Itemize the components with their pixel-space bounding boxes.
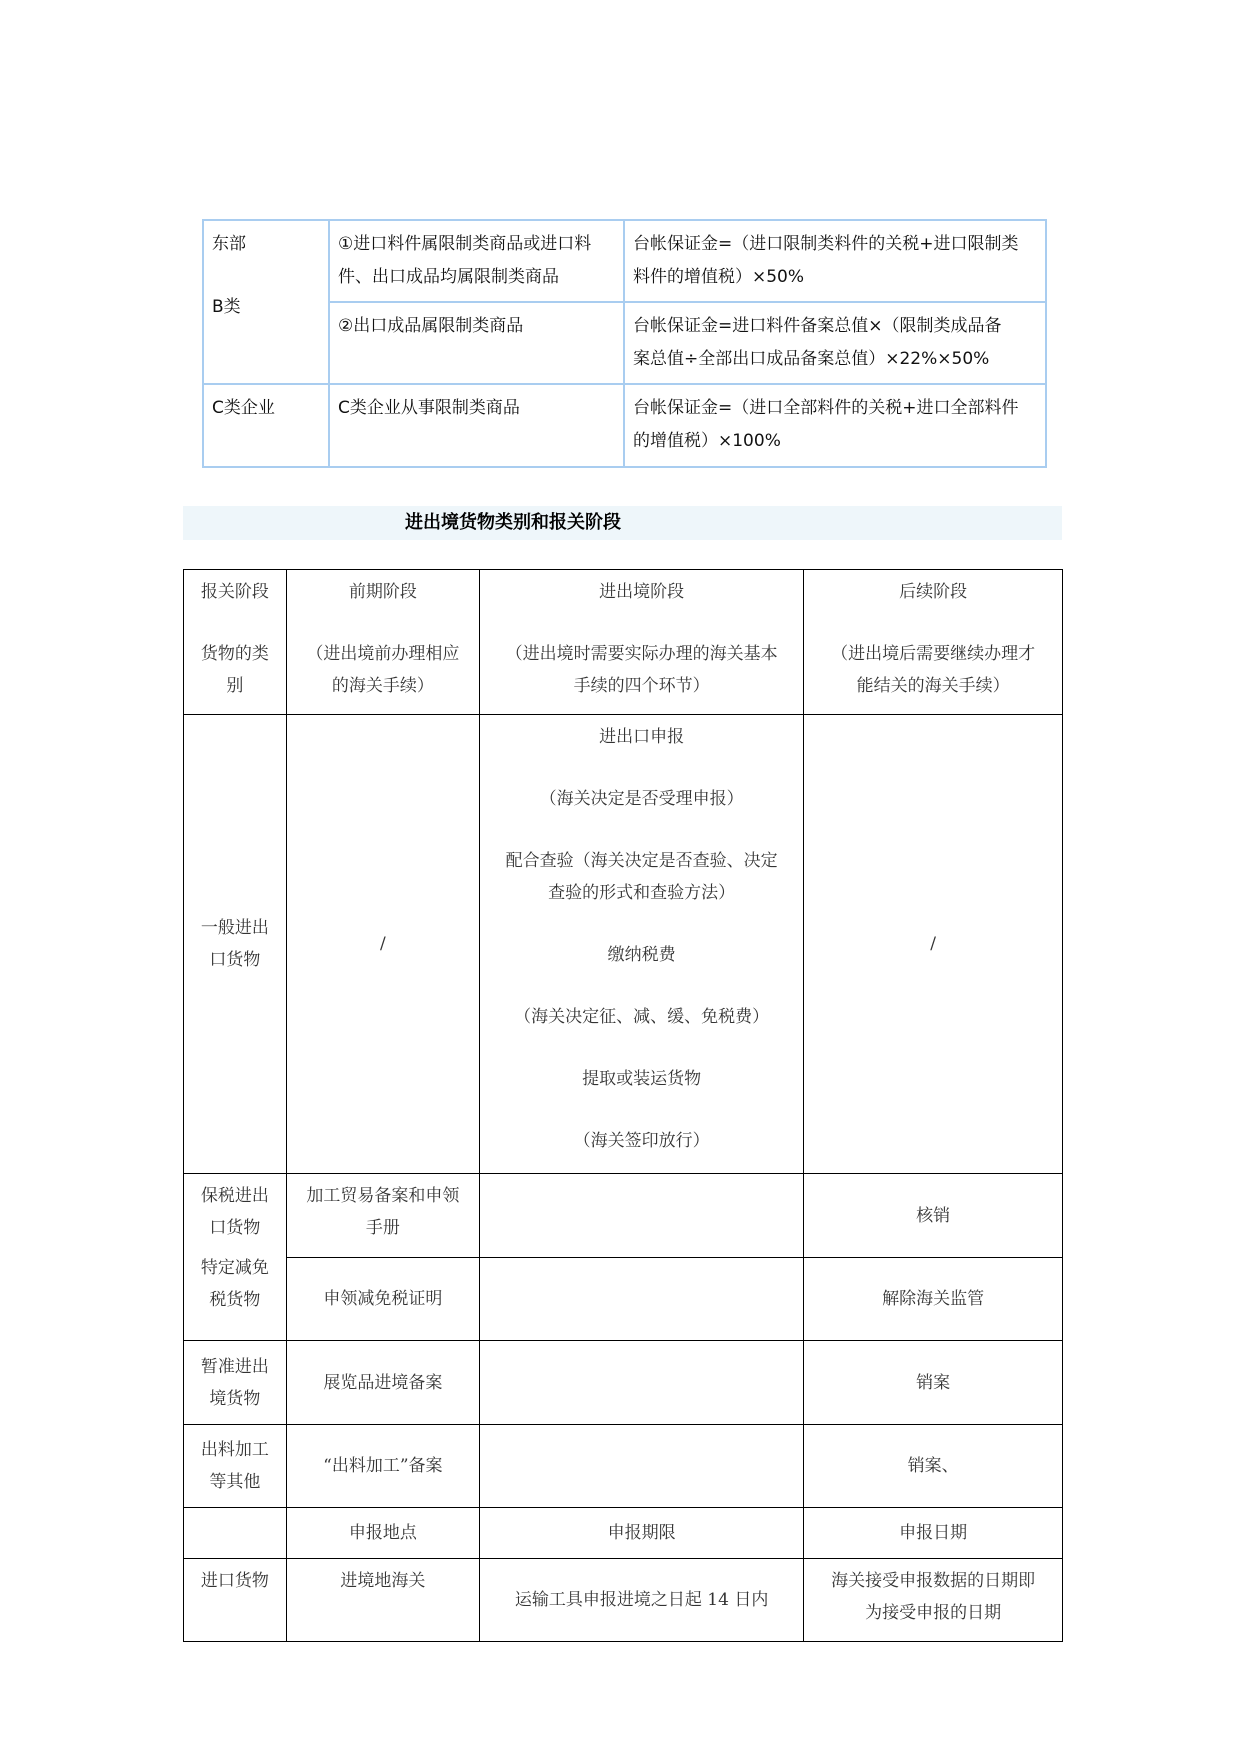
cell-text: 特定减免 — [200, 1258, 269, 1278]
cell-text: 货物的类 — [200, 644, 269, 664]
declaration-date-header — [804, 1508, 1063, 1559]
cell-text: 后续阶段 — [899, 582, 968, 602]
step-text: 提取或装运货物 — [582, 1069, 702, 1089]
cell-text: 核销 — [916, 1205, 951, 1226]
processing-pre-stage-cell — [286, 1425, 479, 1508]
cell-text: ①进口料件属限制类商品或进口料 — [338, 234, 592, 254]
step-text: （海关决定是否受理申报） — [539, 789, 744, 809]
cell-text: 件、出口成品均属限制类商品 — [338, 267, 559, 287]
cell-text: / — [379, 934, 386, 954]
temporary-post-stage-cell — [804, 1341, 1063, 1425]
reduced-pre-stage-cell — [286, 1258, 479, 1341]
cell-text: 东部 — [212, 234, 246, 254]
general-post-stage-cell — [804, 715, 1063, 1174]
reduced-post-stage-cell — [804, 1258, 1063, 1341]
cell-text: 口货物 — [209, 950, 261, 970]
cell-text: 申报期限 — [607, 1523, 676, 1543]
bonded-post-stage-cell — [804, 1174, 1063, 1258]
cell-text: 手册 — [365, 1218, 400, 1238]
cell-text: 展览品进境备案 — [323, 1372, 443, 1393]
formula-cell — [624, 220, 1046, 302]
header-post-stage-cell — [804, 570, 1063, 715]
processing-goods-label-cell — [184, 1425, 287, 1508]
cell-text: 出料加工 — [200, 1440, 269, 1460]
enterprise-east-b-cell — [203, 220, 329, 384]
cell-text: C类企业从事限制类商品 — [338, 398, 520, 418]
bonded-pre-stage-cell — [286, 1174, 479, 1258]
deposit-table — [202, 219, 1047, 468]
section-title: 进出境货物类别和报关阶段 — [405, 512, 621, 533]
import-date-cell — [804, 1559, 1063, 1642]
header-pre-stage-cell — [286, 570, 479, 715]
cell-text: （进出境时需要实际办理的海关基本 — [505, 644, 778, 664]
condition-cell — [329, 220, 624, 302]
cell-text: 运输工具申报进境之日起 14 日内 — [514, 1590, 769, 1610]
step-text: 配合查验（海关决定是否查验、决定 — [505, 851, 778, 871]
declaration-place-header — [286, 1508, 479, 1559]
section-title-band — [183, 506, 1062, 540]
cell-text: 税货物 — [209, 1290, 261, 1310]
cell-text: 手续的四个环节） — [573, 676, 710, 696]
cell-text: （进出境前办理相应 — [306, 644, 460, 664]
header-border-stage-cell — [480, 570, 804, 715]
cell-text: 台帐保证金=（进口全部料件的关税+进口全部料件 — [633, 398, 1019, 418]
general-pre-stage-cell — [286, 715, 479, 1174]
cell-text: （进出境后需要继续办理才 — [831, 644, 1036, 664]
processing-border-stage-cell — [480, 1425, 804, 1508]
general-goods-label-cell — [184, 715, 287, 1174]
cell-text: 解除海关监管 — [882, 1289, 985, 1309]
processing-post-stage-cell — [804, 1425, 1063, 1508]
step-text: 进出口申报 — [599, 727, 685, 747]
cell-text: 台帐保证金=（进口限制类料件的关税+进口限制类 — [633, 234, 1019, 254]
step-text: 查验的形式和查验方法） — [548, 883, 736, 903]
cell-text: 加工贸易备案和申领 — [306, 1186, 460, 1206]
general-border-steps-cell — [480, 715, 804, 1174]
customs-stage-table — [183, 569, 1063, 1642]
declaration-deadline-header — [480, 1508, 804, 1559]
cell-text: C类企业 — [212, 398, 275, 418]
cell-text: 为接受申报的日期 — [865, 1603, 1002, 1623]
bonded-reduced-label-cell — [184, 1174, 287, 1341]
import-deadline-cell — [480, 1559, 804, 1642]
temporary-border-stage-cell — [480, 1341, 804, 1425]
cell-text: 别 — [226, 676, 244, 696]
cell-text: 暂准进出 — [200, 1356, 269, 1377]
temporary-pre-stage-cell — [286, 1341, 479, 1425]
cell-text: 等其他 — [209, 1472, 261, 1492]
cell-text: 申报地点 — [348, 1523, 417, 1543]
cell-text: “出料加工”备案 — [323, 1456, 443, 1476]
cell-text: 进口货物 — [200, 1571, 269, 1591]
cell-text: 海关接受申报数据的日期即 — [831, 1571, 1036, 1591]
cell-text: 案总值÷全部出口成品备案总值）×22%×50% — [633, 349, 990, 369]
cell-text: B类 — [212, 297, 241, 317]
cell-text: 的增值税）×100% — [633, 431, 781, 451]
cell-text: 报关阶段 — [200, 582, 269, 602]
import-goods-label-cell — [184, 1559, 287, 1642]
cell-text: 销案、 — [907, 1456, 959, 1476]
import-place-cell — [286, 1559, 479, 1642]
cell-text: 保税进出 — [200, 1186, 269, 1206]
cell-text: 的海关手续） — [331, 676, 434, 696]
condition-cell — [329, 302, 624, 384]
cell-text: / — [930, 934, 936, 954]
formula-cell — [624, 384, 1046, 467]
cell-text: 境货物 — [209, 1388, 261, 1409]
step-text: 缴纳税费 — [607, 945, 676, 965]
cell-text: 能结关的海关手续） — [856, 676, 1010, 696]
cell-text: 销案 — [916, 1372, 951, 1393]
condition-cell — [329, 384, 624, 467]
cell-text: 料件的增值税）×50% — [633, 267, 805, 287]
cell-text: ②出口成品属限制类商品 — [338, 316, 524, 336]
cell-text: 申报日期 — [899, 1523, 968, 1543]
step-text: （海关签印放行） — [573, 1131, 710, 1151]
cell-text: 进出境阶段 — [599, 582, 685, 602]
header-stage-goods-cell — [184, 570, 287, 715]
cell-text: 台帐保证金=进口料件备案总值×（限制类成品备 — [633, 316, 1002, 336]
temporary-goods-label-cell — [184, 1341, 287, 1425]
cell-text: 一般进出 — [200, 918, 269, 938]
formula-cell — [624, 302, 1046, 384]
enterprise-c-cell — [203, 384, 329, 467]
step-text: （海关决定征、减、缓、免税费） — [514, 1007, 770, 1027]
reduced-border-stage-cell — [480, 1258, 804, 1341]
declaration-empty-cell — [184, 1508, 287, 1559]
cell-text: 申领减免税证明 — [323, 1289, 443, 1309]
cell-text: 前期阶段 — [348, 582, 417, 602]
bonded-border-stage-cell — [480, 1174, 804, 1258]
cell-text: 口货物 — [209, 1218, 261, 1238]
cell-text: 进境地海关 — [340, 1571, 426, 1591]
